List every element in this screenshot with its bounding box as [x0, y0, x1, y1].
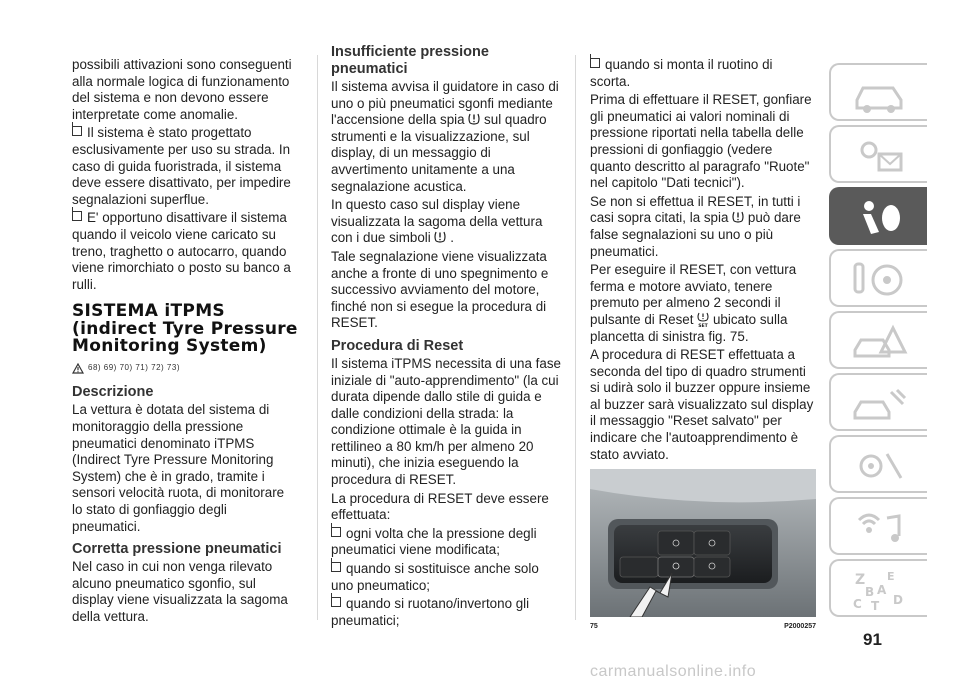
steering-wheel-icon — [849, 258, 909, 302]
chapter-tabs — [829, 63, 927, 621]
bullet-item: quando si ruotano/invertono gli pneumatici; — [331, 596, 530, 628]
svg-text:B: B — [865, 585, 875, 599]
chapter-tab-index[interactable] — [829, 559, 927, 617]
airbag-seat-icon — [849, 196, 909, 240]
column-2 — [331, 44, 561, 631]
figure-code: P2000257 — [784, 623, 816, 631]
warning-references: 68) 69) 70) 71) 72) 73) — [72, 360, 298, 377]
dashboard-panel-illustration — [590, 469, 816, 617]
column-1 — [72, 57, 298, 628]
warning-lights-icon — [849, 134, 909, 178]
execute-reset-text: Per eseguire il RESET, con vettura ferma e motore avviato, tenere premuto per almeno 2 secondi il pulsante di Reset SET ubicato sulla plancetta di sinistra fig. 75. — [590, 262, 797, 344]
figure-number: 75 — [590, 623, 598, 631]
chapter-tab-vehicle[interactable] — [829, 63, 927, 121]
bullet-item: Il sistema è stato progettato esclusivamente per uso su strada. In caso di guida fuoristrada, il sistema deve essere disattivato, per impedire segnalazioni superflue. — [72, 125, 291, 207]
bullet-icon — [331, 527, 341, 537]
reset-button-icon — [697, 312, 709, 328]
tyre-pressure-warning-icon — [468, 112, 480, 126]
bullet-icon — [590, 58, 600, 68]
svg-text:T: T — [871, 599, 880, 612]
reset-procedure-heading: Procedura di Reset — [331, 337, 464, 354]
bullet-item: quando si sostituisce anche solo uno pneumatico; — [331, 561, 539, 593]
display-text: In questo caso sul display viene visualizzata la sagoma della vettura con i due simboli . — [331, 197, 543, 246]
chapter-tab-multimedia[interactable] — [829, 497, 927, 555]
bullet-icon — [331, 562, 341, 572]
insufficient-pressure-heading: Insufficiente pressione pneumatici — [331, 44, 489, 77]
chapter-tab-safety[interactable] — [829, 187, 927, 245]
tyre-pressure-warning-icon — [434, 230, 446, 244]
car-icon — [849, 72, 909, 116]
alphabet-index-icon — [849, 568, 909, 612]
chapter-tab-lights[interactable] — [829, 125, 927, 183]
emergency-icon — [849, 320, 909, 364]
chapter-tab-maintenance[interactable] — [829, 373, 927, 431]
reset-text: Il sistema iTPMS necessita di una fase iniziale di "auto-apprendimento" (la cui durata dipende dallo stile di guida e dalle condizioni della strada: la condizione ottimale è la guida in rettilineo a 80 km/h per almeno 20 minuti), che inizia eseguendo la procedura di RESET. — [331, 355, 561, 488]
svg-text:SET: SET — [698, 323, 709, 328]
gear-tools-icon — [849, 444, 909, 488]
signal-text: Tale segnalazione viene visualizzata anche a fronte di uno spegnimento e successivo avviamento del motore, finché non si esegue la procedura di RESET. — [331, 248, 549, 331]
page-number: 91 — [863, 630, 882, 649]
figure-caption — [590, 619, 816, 636]
svg-text:A: A — [877, 583, 887, 597]
bullet-icon — [72, 126, 82, 136]
bullet-item: E' opportuno disattivare il sistema quando il veicolo viene caricato su treno, traghetto o autocarro, quando viene rimorchiato o posto su banco a rulli. — [72, 210, 291, 292]
no-reset-text: Se non si effettua il RESET, in tutti i casi sopra citati, la spia può dare false segnalazioni su uno o più pneumatici. — [590, 193, 801, 259]
multimedia-icon — [849, 506, 909, 550]
must-text: La procedura di RESET deve essere effettuata: — [331, 490, 549, 523]
figure-75-photo — [590, 469, 816, 617]
bullet-icon — [72, 211, 82, 221]
bullet-item: quando si monta il ruotino di scorta. — [590, 57, 773, 89]
svg-text:C: C — [853, 597, 862, 611]
correct-pressure-text: Nel caso in cui non venga rilevato alcuno pneumatico sgonfio, sul display viene visualizzata la sagoma della vettura. — [72, 559, 288, 624]
insufficient-pressure-text: Il sistema avvisa il guidatore in caso di uno o più pneumatici sgonfi mediante l'accensione della spia sul quadro strumenti e la visualizzazione, sul display, di un messaggio di avvertimento unitamente a una segnalazione acustica. — [331, 79, 559, 194]
wrench-car-icon — [849, 382, 909, 426]
svg-text:Z: Z — [855, 572, 866, 588]
chapter-tab-technical-data[interactable] — [829, 435, 927, 493]
tyre-pressure-warning-icon — [732, 210, 744, 224]
chapter-tab-emergency[interactable] — [829, 311, 927, 369]
procedure-done-text: A procedura di RESET effettuata a seconda del tipo di quadro strumenti si udirà solo il buzzer oppure insieme al buzzer sarà visualizzato sul display il messaggio "Reset salvato" per indicare che l'autoapprendimento è stato avviato. — [590, 347, 814, 462]
svg-text:D: D — [893, 593, 903, 607]
correct-pressure-heading: Corretta pressione pneumatici — [72, 541, 282, 558]
section-title: SISTEMA iTPMS (indirect Tyre Pressure Monitoring System) — [72, 301, 298, 357]
description-heading: Descrizione — [72, 384, 154, 401]
column-divider — [575, 55, 576, 620]
column-divider — [317, 55, 318, 620]
before-reset-text: Prima di effettuare il RESET, gonfiare gli pneumatici ai valori nominali di pressione riportati nella tabella delle pressioni di gonfiaggio (vedere quanto descritto al paragrafo "Ruote" nel capitolo "Dati tecnici"). — [590, 92, 812, 191]
intro-text: possibili attivazioni sono conseguenti alla normale logica di funzionamento del sistema e non devono essere interpretate come anomalie. — [72, 57, 292, 122]
chapter-tab-starting[interactable] — [829, 249, 927, 307]
column-3 — [590, 57, 816, 636]
description-text: La vettura è dotata del sistema di monitoraggio della pressione pneumatici denominato iTPMS (Indirect Tyre Pressure Monitoring System) che è in grado, tramite i sensori velocità ruota, di monitorare lo stato di gonfiaggio degli pneumatici. — [72, 402, 285, 534]
bullet-item: ogni volta che la pressione degli pneumatici viene modificata; — [331, 525, 537, 558]
svg-text:E: E — [887, 570, 895, 583]
watermark: carmanualsonline.info — [590, 663, 757, 680]
bullet-icon — [331, 597, 341, 607]
warning-triangle-icon — [72, 363, 84, 374]
